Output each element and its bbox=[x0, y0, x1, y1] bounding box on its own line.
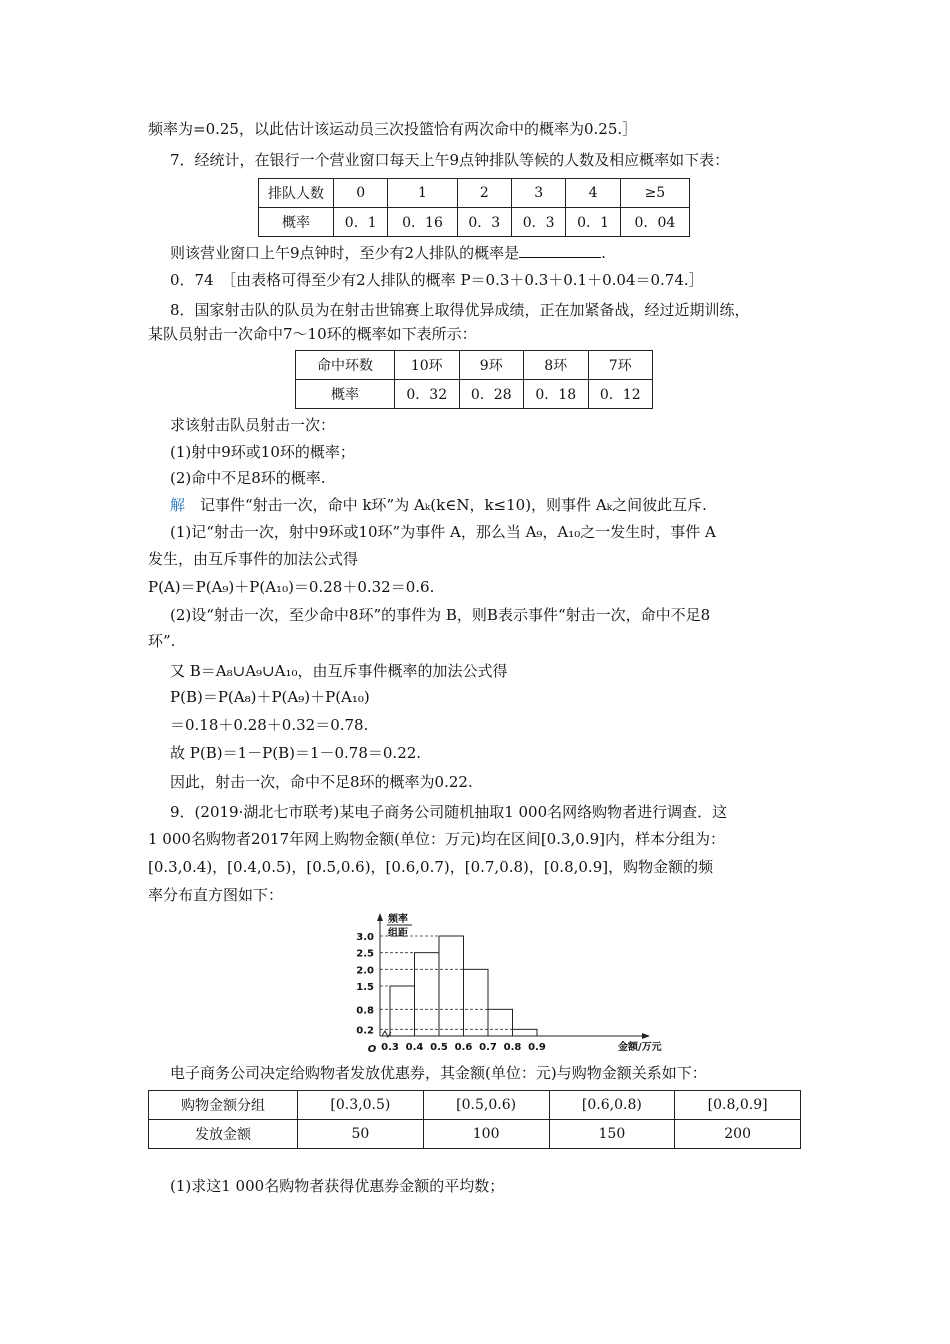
y-tick-label: 1.5 bbox=[356, 982, 374, 993]
table-cell: 0．28 bbox=[459, 380, 524, 409]
solution-intro bbox=[170, 494, 707, 516]
queue-probability-table bbox=[258, 178, 690, 237]
table-cell: 0．16 bbox=[388, 208, 457, 237]
text-line: (1)求这1 000名购物者获得优惠券金额的平均数； bbox=[170, 1177, 505, 1195]
table-cell: 0．1 bbox=[566, 208, 620, 237]
x-axis-arrow bbox=[642, 1033, 650, 1039]
histogram-bar bbox=[513, 1029, 538, 1036]
table-cell: 200 bbox=[675, 1120, 801, 1149]
y-axis-label-bottom: 组距 bbox=[388, 928, 408, 939]
solution-label: 解 bbox=[170, 496, 186, 514]
table-cell: 0．12 bbox=[588, 380, 653, 409]
table-row bbox=[259, 208, 690, 237]
text-line: (1)记“射击一次，射中9环或10环”为事件 A，那么当 A₉，A₁₀之一发生时，事件 A bbox=[170, 523, 716, 541]
table-cell: 购物金额分组 bbox=[149, 1091, 298, 1120]
histogram-bar bbox=[464, 969, 489, 1036]
prompt-end: . bbox=[601, 244, 606, 262]
table-row bbox=[149, 1091, 801, 1120]
text-line: 环”. bbox=[148, 632, 176, 650]
table-cell: [0.6,0.8) bbox=[549, 1091, 675, 1120]
x-tick-label: 0.7 bbox=[479, 1042, 497, 1053]
text-line: [0.3,0.4)，[0.4,0.5)，[0.5,0.6)，[0.6,0.7)，[0.7,0.8)，[0.8,0.9]，购物金额的频 bbox=[148, 858, 714, 876]
sub-question-1: (1)射中9环或10环的概率； bbox=[170, 443, 355, 461]
text-line: 电子商务公司决定给购物者发放优惠券，其金额(单位：元)与购物金额关系如下： bbox=[170, 1064, 707, 1082]
y-tick-label: 0.8 bbox=[356, 1005, 374, 1017]
table-row bbox=[296, 351, 653, 380]
x-tick-label: 0.6 bbox=[454, 1042, 473, 1053]
y-tick-label: 3.0 bbox=[356, 932, 374, 943]
formula-line: ＝0.18＋0.28＋0.32＝0.78. bbox=[170, 716, 369, 734]
table-cell: 0．04 bbox=[620, 208, 689, 237]
x-axis-label: 金额/万元 bbox=[618, 1042, 662, 1053]
y-tick-label: 2.0 bbox=[356, 965, 374, 977]
table-cell: [0.8,0.9] bbox=[675, 1091, 801, 1120]
question-9: 9．(2019·湖北七市联考)某电子商务公司随机抽取1 000名网络购物者进行调查．这 bbox=[170, 803, 728, 821]
table-cell: 0．18 bbox=[524, 380, 589, 409]
frequency-histogram bbox=[340, 908, 662, 1058]
table-cell: 命中环数 bbox=[296, 351, 395, 380]
formula-line: 故 P(B)＝1－P(B)＝1－0.78＝0.22. bbox=[170, 744, 422, 762]
table-cell: 排队人数 bbox=[259, 179, 334, 208]
text-line: 求该射击队员射击一次： bbox=[170, 416, 336, 434]
coupon-table bbox=[148, 1090, 801, 1149]
table-cell: 10环 bbox=[395, 351, 460, 380]
question-7: 7．经统计，在银行一个营业窗口每天上午9点钟排队等候的人数及相应概率如下表： bbox=[170, 151, 730, 169]
question-8: 8．国家射击队的队员为在射击世锦赛上取得优异成绩，正在加紧备战，经过近期训练， bbox=[170, 301, 750, 319]
table-row bbox=[149, 1120, 801, 1149]
y-axis-label-top: 频率 bbox=[388, 914, 408, 925]
table-cell: [0.5,0.6) bbox=[423, 1091, 549, 1120]
histogram-bar bbox=[488, 1009, 513, 1036]
table-cell: 发放金额 bbox=[149, 1120, 298, 1149]
table-cell: [0.3,0.5) bbox=[298, 1091, 424, 1120]
table-cell: 3 bbox=[511, 179, 565, 208]
table-cell: 4 bbox=[566, 179, 620, 208]
text-line: 率分布直方图如下： bbox=[148, 886, 284, 904]
answer-blank bbox=[519, 243, 601, 258]
table-cell: 7环 bbox=[588, 351, 653, 380]
table-cell: 100 bbox=[423, 1120, 549, 1149]
table-cell: 1 bbox=[388, 179, 457, 208]
solution-text: 记事件“射击一次，命中 k环”为 Aₖ(k∈N，k≤10)，则事件 Aₖ之间彼此互斥. bbox=[185, 496, 707, 514]
x-tick-label: 0.5 bbox=[430, 1042, 448, 1053]
x-tick-label: 0.3 bbox=[381, 1042, 399, 1053]
shooting-probability-table bbox=[295, 350, 653, 409]
table-cell: 0．32 bbox=[395, 380, 460, 409]
table-cell: 9环 bbox=[459, 351, 524, 380]
text-line: 频率为=0.25，以此估计该运动员三次投篮恰有两次命中的概率为0.25.］ bbox=[148, 120, 638, 138]
formula-line: P(B)＝P(A₈)＋P(A₉)＋P(A₁₀) bbox=[170, 688, 370, 706]
x-tick-label: 0.4 bbox=[405, 1042, 424, 1053]
table-cell: ≥5 bbox=[620, 179, 689, 208]
text-line: (2)设“射击一次，至少命中8环”的事件为 B，则B表示事件“射击一次，命中不足8 bbox=[170, 606, 711, 624]
text-line: 发生，由互斥事件的加法公式得 bbox=[148, 550, 359, 568]
sub-question-2: (2)命中不足8环的概率. bbox=[170, 469, 326, 487]
conclusion-line: 因此，射击一次，命中不足8环的概率为0.22. bbox=[170, 773, 473, 791]
y-tick-label: 2.5 bbox=[356, 948, 374, 960]
table-cell: 概率 bbox=[296, 380, 395, 409]
table-cell: 8环 bbox=[524, 351, 589, 380]
table-row bbox=[259, 179, 690, 208]
table-cell: 0．1 bbox=[334, 208, 388, 237]
table-cell: 0 bbox=[334, 179, 388, 208]
y-tick-label: 0.2 bbox=[356, 1025, 374, 1037]
x-tick-label: 0.8 bbox=[503, 1042, 522, 1053]
text-line: 又 B＝A₈∪A₉∪A₁₀，由互斥事件概率的加法公式得 bbox=[170, 662, 508, 680]
table-cell: 0．3 bbox=[511, 208, 565, 237]
y-axis-arrow bbox=[377, 913, 383, 921]
histogram-bar bbox=[439, 936, 464, 1036]
histogram-bar bbox=[415, 953, 440, 1036]
table-cell: 50 bbox=[298, 1120, 424, 1149]
table-cell: 0．3 bbox=[457, 208, 511, 237]
origin-label: O bbox=[367, 1044, 377, 1055]
prompt-text: 则该营业窗口上午9点钟时，至少有2人排队的概率是 bbox=[170, 244, 520, 262]
question-7-prompt bbox=[170, 242, 606, 264]
x-tick-label: 0.9 bbox=[528, 1042, 546, 1053]
histogram-bar bbox=[390, 986, 415, 1036]
answer-7: 0．74 ［由表格可得至少有2人排队的概率 P＝0.3＋0.3＋0.1＋0.04＝0.74.］ bbox=[170, 271, 704, 289]
table-row bbox=[296, 380, 653, 409]
table-cell: 概率 bbox=[259, 208, 334, 237]
text-line: 某队员射击一次命中7～10环的概率如下表所示： bbox=[148, 325, 477, 343]
table-cell: 2 bbox=[457, 179, 511, 208]
formula-line: P(A)＝P(A₉)＋P(A₁₀)＝0.28＋0.32＝0.6. bbox=[148, 578, 435, 596]
table-cell: 150 bbox=[549, 1120, 675, 1149]
text-line: 1 000名购物者2017年网上购物金额(单位：万元)均在区间[0.3,0.9]内，样本分组为： bbox=[148, 830, 726, 848]
